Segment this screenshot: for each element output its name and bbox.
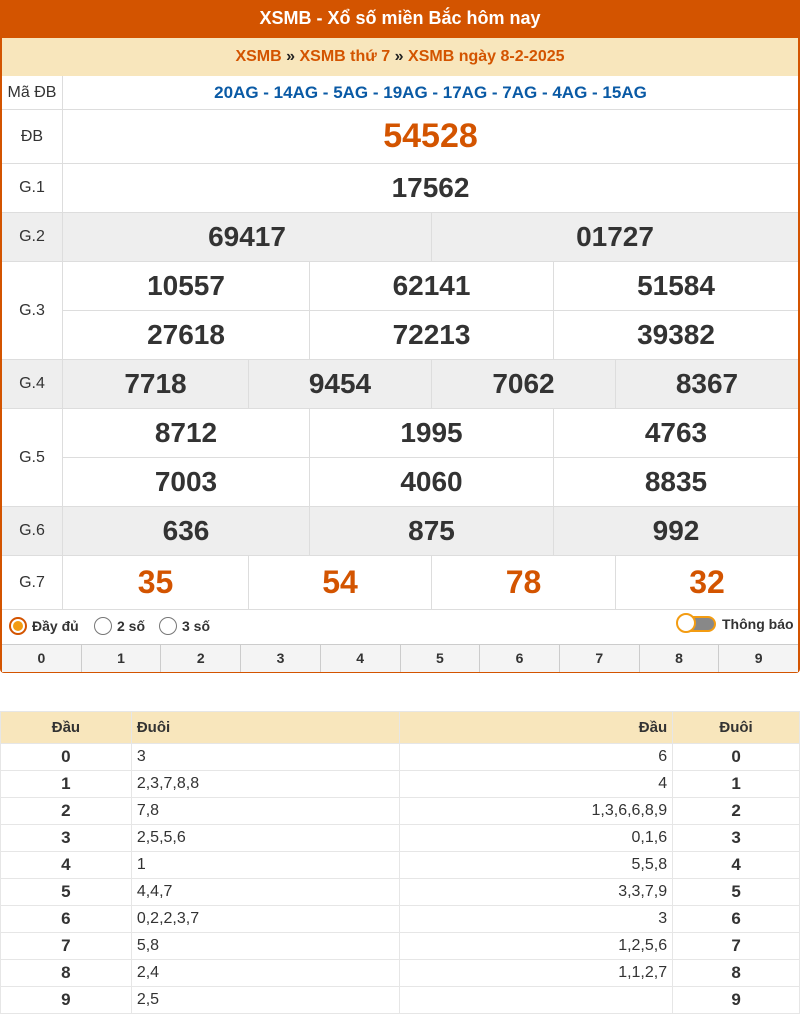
row-digit-left: 2 [1,798,132,825]
radio-full[interactable] [9,617,79,635]
page-title: XSMB - Xổ số miền Bắc hôm nay [0,0,800,38]
row-g4 [2,360,798,409]
row-g2 [2,213,798,262]
table-row [1,933,800,960]
breadcrumb-xsmb-thu7[interactable]: XSMB thứ 7 [299,48,391,65]
table-row [1,960,800,987]
radio-3-digits-label: 3 số [182,618,211,634]
row-ma-db [2,76,798,110]
prize-g7-number: 35 [137,564,174,600]
row-digit-right: 2 [673,798,800,825]
prize-g5-number: 4763 [553,409,798,457]
label-g1: G.1 [2,164,63,212]
tail-numbers: 2,5,5,6 [131,825,400,852]
row-digit-right: 6 [673,906,800,933]
table-row [1,798,800,825]
digit-filter-bar [2,644,798,672]
prize-g7-number: 32 [615,556,798,609]
label-g5: G.5 [2,409,63,506]
prize-g3-number: 72213 [309,310,553,359]
row-digit-left: 5 [1,879,132,906]
tail-numbers: 3 [131,744,400,771]
prize-g5-number: 8712 [154,417,218,448]
table-row [1,771,800,798]
prize-g3-number: 39382 [553,310,798,359]
prize-g2-number: 69417 [208,221,286,252]
row-digit-left: 0 [1,744,132,771]
row-digit-right: 0 [673,744,800,771]
row-digit-left: 4 [1,852,132,879]
label-g6: G.6 [2,507,63,555]
prize-g6-number: 875 [309,507,553,555]
tail-numbers: 1 [131,852,400,879]
head-numbers: 1,3,6,6,8,9 [400,798,673,825]
head-numbers: 0,1,6 [400,825,673,852]
digit-filter-5[interactable]: 5 [400,645,480,672]
prize-g4-number: 9454 [248,360,431,408]
row-digit-right: 8 [673,960,800,987]
prize-g2-number: 01727 [431,213,798,261]
header-duoi: Đuôi [131,712,400,744]
digit-filter-0[interactable]: 0 [37,650,46,666]
radio-2-digits-label: 2 số [117,618,146,634]
radio-checked-icon [9,617,27,635]
loto-header-row [1,712,800,744]
toggle-switch-icon [678,616,716,632]
row-digit-left: 7 [1,933,132,960]
breadcrumb-xsmb-date[interactable]: XSMB ngày 8-2-2025 [408,48,565,65]
digit-filter-7[interactable]: 7 [559,645,639,672]
digit-filter-6[interactable]: 6 [479,645,559,672]
prize-g5-number: 1995 [309,409,553,457]
prize-g5-number: 7003 [63,457,309,506]
radio-full-label: Đầy đủ [32,618,79,634]
label-g2: G.2 [2,213,63,261]
label-g3: G.3 [2,262,63,359]
label-db: ĐB [2,110,63,163]
digit-filter-9[interactable]: 9 [718,645,798,672]
row-digit-right: 3 [673,825,800,852]
header-dau-right: Đầu [400,712,673,744]
row-g5 [2,409,798,507]
radio-2-digits[interactable] [94,617,145,635]
head-numbers: 1,2,5,6 [400,933,673,960]
row-digit-right: 7 [673,933,800,960]
row-digit-left: 8 [1,960,132,987]
breadcrumb-sep: » [286,48,296,65]
tail-numbers: 7,8 [131,798,400,825]
display-options [2,610,798,644]
prize-g5-number: 8835 [553,457,798,506]
notification-label: Thông báo [722,616,794,632]
prize-g4-number: 7718 [124,368,187,399]
digit-filter-8[interactable]: 8 [639,645,719,672]
header-duoi-right: Đuôi [673,712,800,744]
prize-g7-number: 54 [248,556,431,609]
prize-g5-number: 4060 [309,457,553,506]
label-g7: G.7 [2,556,63,609]
head-numbers: 3 [400,906,673,933]
ma-db-codes: 20AG - 14AG - 5AG - 19AG - 17AG - 7AG - 4AG - 15AG [214,82,647,102]
prize-g1-number: 17562 [391,172,470,203]
table-row [1,906,800,933]
row-digit-right: 9 [673,987,800,1014]
row-g6 [2,507,798,556]
head-numbers: 6 [400,744,673,771]
prize-g7-number: 78 [431,556,615,609]
label-g4: G.4 [2,360,63,408]
breadcrumb-xsmb[interactable]: XSMB [235,48,282,65]
digit-filter-2[interactable]: 2 [160,645,240,672]
row-digit-right: 1 [673,771,800,798]
prize-g6-number: 636 [162,515,210,546]
breadcrumb-sep: » [394,48,404,65]
digit-filter-4[interactable]: 4 [320,645,400,672]
table-row [1,987,800,1014]
radio-unchecked-icon [159,617,177,635]
row-digit-right: 5 [673,879,800,906]
head-numbers: 5,5,8 [400,852,673,879]
tail-numbers: 2,4 [131,960,400,987]
row-digit-left: 9 [1,987,132,1014]
tail-numbers: 5,8 [131,933,400,960]
prize-db-number: 54528 [383,117,478,155]
tail-numbers: 2,5 [131,987,400,1014]
table-row [1,852,800,879]
digit-filter-3[interactable]: 3 [240,645,320,672]
tail-numbers: 2,3,7,8,8 [131,771,400,798]
tail-numbers: 0,2,2,3,7 [131,906,400,933]
table-row [1,879,800,906]
prize-g3-number: 10557 [147,270,225,301]
digit-filter-1[interactable]: 1 [81,645,161,672]
prize-g6-number: 992 [553,507,798,555]
row-digit-right: 4 [673,852,800,879]
notification-toggle[interactable] [678,616,794,632]
prize-g3-number: 51584 [553,262,798,310]
head-numbers: 1,1,2,7 [400,960,673,987]
head-numbers: 3,3,7,9 [400,879,673,906]
row-g1 [2,164,798,213]
breadcrumb [2,38,798,76]
row-g7 [2,556,798,610]
header-dau: Đầu [1,712,132,744]
row-digit-left: 1 [1,771,132,798]
radio-unchecked-icon [94,617,112,635]
prize-g3-number: 62141 [309,262,553,310]
tail-numbers: 4,4,7 [131,879,400,906]
radio-3-digits[interactable] [159,617,210,635]
prize-g4-number: 7062 [431,360,615,408]
prize-g3-number: 27618 [63,310,309,359]
row-digit-left: 3 [1,825,132,852]
label-ma-db: Mã ĐB [2,76,63,109]
row-db [2,110,798,164]
head-numbers: 4 [400,771,673,798]
loto-table [0,711,800,1014]
head-numbers [400,987,673,1014]
prize-g4-number: 8367 [615,360,798,408]
row-digit-left: 6 [1,906,132,933]
table-row [1,825,800,852]
table-row [1,744,800,771]
row-g3 [2,262,798,360]
